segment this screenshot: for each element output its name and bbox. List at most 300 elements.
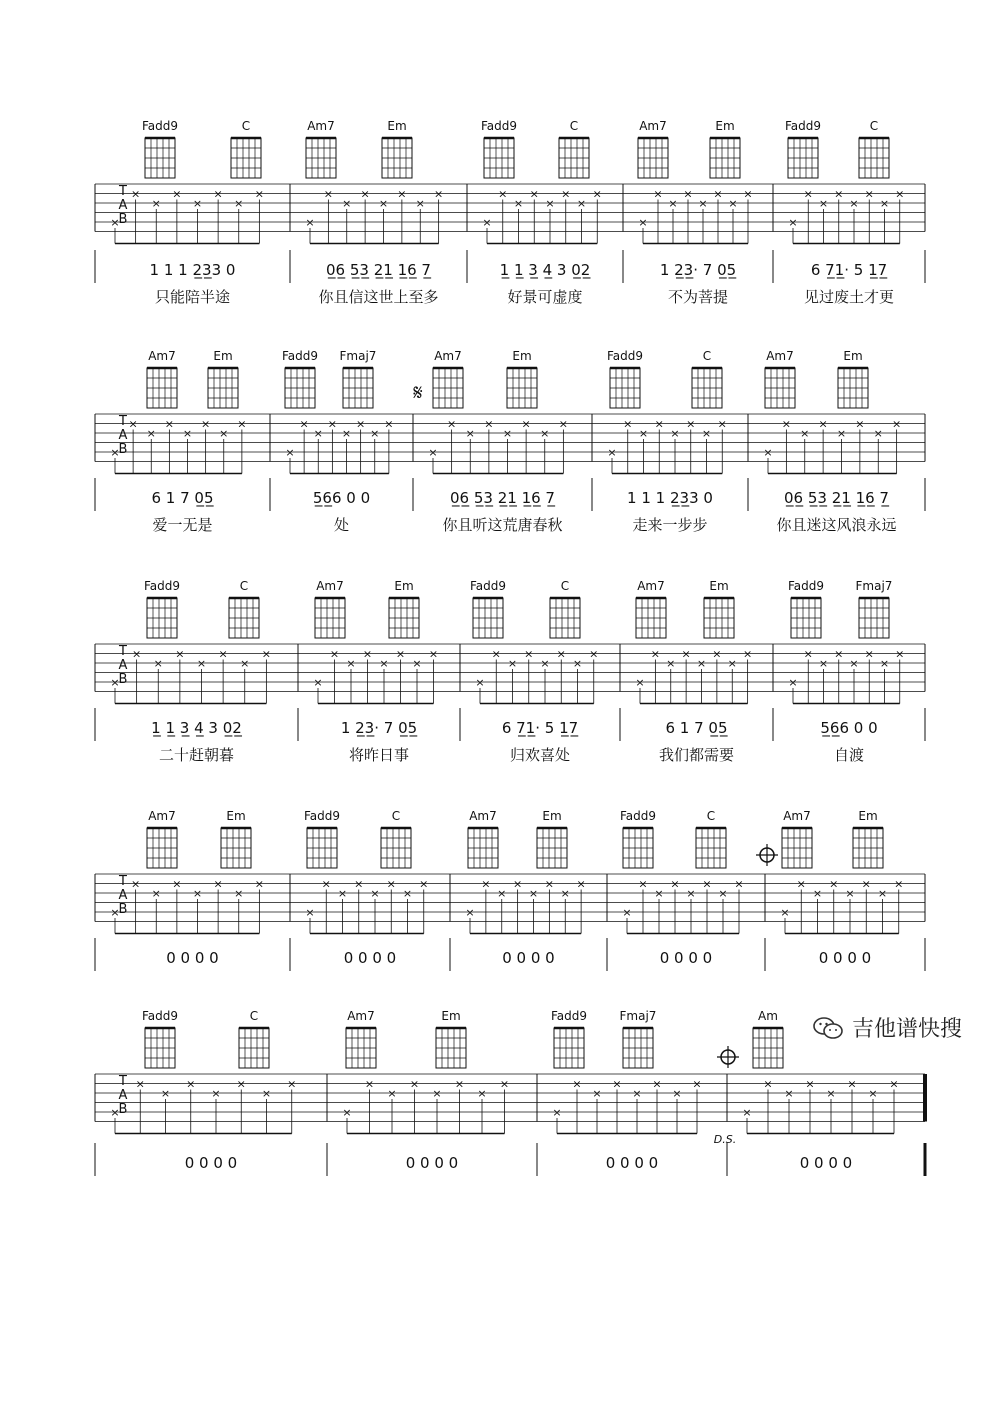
tab-mark: × bbox=[465, 906, 475, 919]
tab-mark: × bbox=[868, 1087, 878, 1100]
tab-mark: × bbox=[395, 647, 406, 661]
chord-diagram bbox=[636, 579, 666, 638]
tab-mark: × bbox=[540, 657, 550, 670]
tab-mark: × bbox=[475, 676, 485, 689]
tab-mark: × bbox=[397, 187, 407, 201]
lyric-line: 归欢喜处 bbox=[509, 746, 571, 764]
jianpu-measure: 6 1 7 0̲5̲ bbox=[151, 489, 214, 507]
tab-mark: × bbox=[849, 657, 859, 670]
tab-mark: × bbox=[402, 887, 413, 900]
tab-mark: × bbox=[544, 877, 554, 891]
tab-mark: × bbox=[805, 1077, 815, 1091]
tab-mark: × bbox=[237, 417, 247, 431]
lyric-line: 将昨日事 bbox=[348, 746, 410, 764]
jianpu-measure: 1 1 1 2̲3̲3 0 bbox=[627, 489, 713, 507]
tab-mark: × bbox=[432, 1087, 442, 1100]
chord-diagram bbox=[782, 809, 812, 868]
tab-mark: × bbox=[151, 887, 161, 900]
tab-mark: × bbox=[135, 1077, 145, 1091]
tab-letter: T bbox=[119, 184, 127, 199]
tab-mark: × bbox=[524, 647, 534, 661]
chord-name: Em bbox=[226, 809, 246, 823]
jianpu-measure: 6 7̲1̲· 5 1̲7̲ bbox=[501, 719, 579, 737]
tab-mark: × bbox=[796, 877, 806, 891]
chord-diagram bbox=[607, 349, 643, 408]
tab-mark: × bbox=[513, 877, 523, 891]
tab-mark: × bbox=[889, 1077, 899, 1091]
tab-mark: × bbox=[415, 197, 425, 210]
chord-diagram bbox=[144, 579, 180, 638]
tab-mark: × bbox=[873, 427, 883, 440]
chord-name: Fmaj7 bbox=[619, 1009, 657, 1023]
jianpu-measure: 1̲ 1̲ 3̲ 4̲ 3 0̲2̲ bbox=[499, 261, 591, 279]
tab-mark: × bbox=[164, 417, 174, 431]
chord-diagram bbox=[537, 809, 567, 868]
lyric-line: 好景可虚度 bbox=[507, 288, 583, 306]
tab-mark: × bbox=[192, 197, 203, 210]
tab-mark: × bbox=[829, 877, 839, 891]
chord-diagram bbox=[753, 1009, 783, 1068]
chord-name: Em bbox=[512, 349, 532, 363]
tab-mark: × bbox=[428, 647, 439, 661]
tab-mark: × bbox=[354, 877, 364, 891]
tab-mark: × bbox=[686, 417, 696, 431]
tab-mark: × bbox=[834, 647, 844, 661]
tab-mark: × bbox=[529, 187, 539, 201]
chord-diagram bbox=[481, 119, 517, 178]
chord-name: Em bbox=[843, 349, 863, 363]
lyric-line: 二十赶朝暮 bbox=[158, 746, 235, 764]
tab-mark: × bbox=[378, 197, 389, 210]
tab-mark: × bbox=[558, 417, 568, 431]
tab-letter: B bbox=[118, 902, 128, 917]
tab-mark: × bbox=[713, 187, 723, 201]
tab-mark: × bbox=[313, 676, 323, 689]
chord-name: Fadd9 bbox=[143, 579, 181, 593]
tab-mark: × bbox=[299, 417, 309, 431]
lyric-line: 你且迷这风浪永远 bbox=[776, 516, 897, 534]
tab-mark: × bbox=[803, 647, 813, 661]
tab-mark: × bbox=[329, 647, 340, 661]
chord-name: C bbox=[239, 579, 249, 593]
tab-mark: × bbox=[845, 887, 855, 900]
tab-mark: × bbox=[692, 1077, 702, 1091]
tab-mark: × bbox=[589, 647, 599, 661]
jianpu-measure: 0 0 0 0 bbox=[659, 949, 713, 967]
tab-mark: × bbox=[131, 877, 141, 891]
tab-mark: × bbox=[341, 427, 352, 440]
system-2 bbox=[95, 349, 925, 534]
tab-mark: × bbox=[384, 417, 394, 431]
tab-mark: × bbox=[419, 877, 429, 891]
chord-diagram bbox=[382, 119, 412, 178]
chord-name: C bbox=[249, 1009, 259, 1023]
tab-mark: × bbox=[654, 417, 664, 431]
tab-mark: × bbox=[172, 187, 182, 201]
chord-diagram bbox=[710, 119, 740, 178]
tab-mark: × bbox=[434, 187, 444, 201]
tab-mark: × bbox=[742, 1106, 752, 1119]
tab-mark: × bbox=[864, 187, 874, 201]
tab-mark: × bbox=[327, 417, 337, 431]
chord-diagram bbox=[838, 349, 868, 408]
chord-diagram bbox=[381, 809, 411, 868]
jianpu-measure: 0̲6̲ 5̲3̲ 2̲1̲ 1̲6̲ 7̲ bbox=[450, 489, 555, 507]
chord-diagram bbox=[638, 119, 668, 178]
chord-name: Em bbox=[213, 349, 233, 363]
tab-letter: B bbox=[118, 672, 128, 687]
tab-mark: × bbox=[261, 647, 271, 661]
tab-mark: × bbox=[728, 197, 738, 210]
chord-name: Fadd9 bbox=[784, 119, 822, 133]
tab-mark: × bbox=[788, 676, 798, 689]
tab-mark: × bbox=[834, 187, 844, 201]
chord-diagram bbox=[282, 349, 318, 408]
tab-mark: × bbox=[855, 417, 865, 431]
chord-name: Em bbox=[858, 809, 878, 823]
tab-mark: × bbox=[521, 417, 531, 431]
tab-mark: × bbox=[219, 427, 229, 440]
chord-name: Fadd9 bbox=[469, 579, 507, 593]
tab-mark: × bbox=[607, 446, 617, 459]
tab-mark: × bbox=[654, 887, 664, 900]
tab-mark: × bbox=[650, 647, 660, 661]
tab-mark: × bbox=[360, 187, 370, 201]
tab-mark: × bbox=[717, 417, 727, 431]
tab-mark: × bbox=[545, 197, 555, 210]
tab-mark: × bbox=[498, 187, 508, 201]
chord-diagram bbox=[147, 809, 177, 868]
tab-letter: T bbox=[119, 644, 127, 659]
tab-mark: × bbox=[409, 1077, 420, 1091]
chord-diagram bbox=[551, 1009, 587, 1068]
jianpu-measure: 0 0 0 0 bbox=[502, 949, 555, 967]
chord-diagram bbox=[550, 579, 580, 638]
tab-mark: × bbox=[894, 877, 904, 891]
tab-mark: × bbox=[836, 427, 847, 440]
chord-diagram bbox=[765, 349, 795, 408]
tab-mark: × bbox=[502, 427, 513, 440]
chord-name: Am bbox=[758, 1009, 778, 1023]
tab-mark: × bbox=[313, 427, 323, 440]
tab-mark: × bbox=[196, 657, 207, 670]
chord-diagram bbox=[507, 349, 537, 408]
tab-mark: × bbox=[670, 877, 680, 891]
chord-name: Fmaj7 bbox=[339, 349, 377, 363]
tab-mark: × bbox=[356, 417, 366, 431]
tab-mark: × bbox=[670, 427, 680, 440]
chord-diagram bbox=[788, 579, 824, 638]
chord-name: C bbox=[702, 349, 712, 363]
tab-mark: × bbox=[864, 647, 874, 661]
jianpu-measure: 1 2̲3̲· 7 0̲5̲ bbox=[340, 719, 418, 737]
chord-name: Fmaj7 bbox=[855, 579, 893, 593]
chord-diagram bbox=[315, 579, 345, 638]
chord-name: Fadd9 bbox=[303, 809, 341, 823]
tab-mark: × bbox=[686, 887, 696, 900]
chord-diagram bbox=[304, 809, 340, 868]
lyric-line: 自渡 bbox=[833, 746, 865, 764]
tab-mark: × bbox=[702, 877, 712, 891]
jianpu-measure: 0̲6̲ 5̲3̲ 2̲1̲ 1̲6̲ 7̲ bbox=[326, 261, 431, 279]
tab-mark: × bbox=[175, 647, 185, 661]
chord-diagram bbox=[229, 579, 259, 638]
tab-mark: × bbox=[892, 417, 902, 431]
chord-diagram bbox=[239, 1009, 269, 1068]
chord-name: Em bbox=[709, 579, 729, 593]
tab-mark: × bbox=[780, 906, 790, 919]
chord-name: Em bbox=[441, 1009, 461, 1023]
tab-mark: × bbox=[612, 1077, 622, 1091]
tab-mark: × bbox=[576, 197, 587, 210]
chord-name: Am7 bbox=[316, 579, 344, 593]
tab-mark: × bbox=[305, 216, 315, 229]
tab-mark: × bbox=[812, 887, 823, 900]
tab-mark: × bbox=[499, 1077, 510, 1091]
tab-mark: × bbox=[151, 197, 161, 210]
lyric-line: 见过废土才更 bbox=[803, 288, 895, 306]
chord-name: Am7 bbox=[148, 809, 176, 823]
tab-letter: T bbox=[119, 874, 127, 889]
tab-mark: × bbox=[236, 1077, 246, 1091]
chord-diagram bbox=[559, 119, 589, 178]
tab-mark: × bbox=[323, 187, 333, 201]
tab-letter: B bbox=[118, 212, 128, 227]
jianpu-measure: 0 0 0 0 bbox=[818, 949, 872, 967]
jianpu-measure: 0̲6̲ 5̲3̲ 2̲1̲ 1̲6̲ 7̲ bbox=[784, 489, 889, 507]
chord-diagram bbox=[696, 809, 726, 868]
chord-diagram bbox=[692, 349, 722, 408]
tab-mark: × bbox=[861, 877, 871, 891]
chord-diagram bbox=[468, 809, 498, 868]
tab-mark: × bbox=[763, 446, 773, 459]
chord-diagram bbox=[340, 349, 377, 408]
tab-mark: × bbox=[160, 1087, 171, 1100]
jianpu-measure: 5̲6̲6 0 0 bbox=[820, 719, 878, 737]
chord-name: Fadd9 bbox=[619, 809, 657, 823]
tab-mark: × bbox=[803, 187, 813, 201]
chord-name: Fadd9 bbox=[480, 119, 518, 133]
chord-name: Am7 bbox=[766, 349, 794, 363]
wechat-icon bbox=[812, 1015, 844, 1041]
tab-mark: × bbox=[201, 417, 211, 431]
chord-name: C bbox=[869, 119, 879, 133]
chord-name: C bbox=[391, 809, 401, 823]
tab-mark: × bbox=[668, 197, 678, 210]
tab-mark: × bbox=[484, 417, 494, 431]
tab-mark: × bbox=[698, 197, 708, 210]
tab-mark: × bbox=[186, 1077, 196, 1091]
tab-mark: × bbox=[528, 887, 539, 900]
tab-mark: × bbox=[877, 887, 888, 900]
jianpu-measure: 1̲ 1̲ 3̲ 4̲ 3 0̲2̲ bbox=[151, 719, 242, 737]
chord-diagram bbox=[221, 809, 251, 868]
tab-letter: T bbox=[119, 1074, 127, 1089]
chord-diagram bbox=[620, 809, 656, 868]
tab-mark: × bbox=[482, 216, 492, 229]
tab-mark: × bbox=[153, 657, 163, 670]
tab-mark: × bbox=[386, 877, 396, 891]
jianpu-measure: 6 1 7 0̲5̲ bbox=[665, 719, 728, 737]
tab-mark: × bbox=[337, 887, 348, 900]
tab-mark: × bbox=[481, 877, 491, 891]
chord-diagram bbox=[208, 349, 238, 408]
tab-mark: × bbox=[666, 657, 676, 670]
tab-mark: × bbox=[370, 427, 380, 440]
tab-mark: × bbox=[638, 427, 649, 440]
chord-name: C bbox=[241, 119, 251, 133]
chord-name: Em bbox=[542, 809, 562, 823]
jianpu-measure: 1 2̲3̲· 7 0̲5̲ bbox=[659, 261, 737, 279]
tab-mark: × bbox=[131, 187, 141, 201]
chord-name: Am7 bbox=[639, 119, 667, 133]
lyric-line: 你且听这荒唐春秋 bbox=[442, 516, 563, 534]
tab-mark: × bbox=[632, 1087, 642, 1100]
watermark-text: 吉他谱快搜 bbox=[852, 1017, 963, 1042]
chord-name: C bbox=[569, 119, 579, 133]
jianpu-measure: 0 0 0 0 bbox=[343, 949, 397, 967]
tab-mark: × bbox=[818, 417, 828, 431]
jianpu-measure: 0 0 0 0 bbox=[405, 1154, 459, 1172]
chord-diagram bbox=[853, 809, 883, 868]
tab-mark: × bbox=[592, 1087, 602, 1100]
lyric-line: 走来一步步 bbox=[632, 516, 708, 534]
chord-diagram bbox=[142, 119, 178, 178]
tab-mark: × bbox=[287, 1077, 297, 1091]
tab-mark: × bbox=[849, 197, 859, 210]
tab-mark: × bbox=[182, 427, 193, 440]
tab-mark: × bbox=[788, 216, 798, 229]
tab-mark: × bbox=[254, 187, 264, 201]
tab-mark: × bbox=[428, 446, 438, 459]
tab-mark: × bbox=[346, 657, 356, 670]
tab-mark: × bbox=[895, 187, 905, 201]
system-4 bbox=[95, 809, 925, 971]
chord-diagram bbox=[704, 579, 734, 638]
chord-name: Em bbox=[387, 119, 407, 133]
jianpu-measure: 0 0 0 0 bbox=[605, 1154, 659, 1172]
tab-mark: × bbox=[132, 647, 142, 661]
tab-mark: × bbox=[784, 1087, 794, 1100]
tab-letter: A bbox=[118, 1088, 128, 1103]
jianpu-measure: 6 7̲1̲· 5 1̲7̲ bbox=[810, 261, 888, 279]
tab-mark: × bbox=[364, 1077, 375, 1091]
tab-mark: × bbox=[635, 676, 645, 689]
tab-letter: A bbox=[118, 658, 128, 673]
tab-mark: × bbox=[491, 647, 501, 661]
tab-mark: × bbox=[638, 216, 648, 229]
tab-mark: × bbox=[572, 657, 583, 670]
chord-name: Am7 bbox=[637, 579, 665, 593]
tab-mark: × bbox=[240, 657, 250, 670]
tab-mark: × bbox=[672, 1087, 682, 1100]
tab-mark: × bbox=[718, 887, 728, 900]
tab-mark: × bbox=[477, 1087, 487, 1100]
tab-mark: × bbox=[683, 187, 693, 201]
tab-mark: × bbox=[560, 887, 570, 900]
jianpu-measure: 0 0 0 0 bbox=[166, 949, 219, 967]
tab-mark: × bbox=[211, 1087, 221, 1100]
chord-diagram bbox=[433, 349, 463, 408]
chord-name: Am7 bbox=[148, 349, 176, 363]
chord-diagram bbox=[785, 119, 821, 178]
tab-mark: × bbox=[234, 197, 244, 210]
tab-mark: × bbox=[653, 187, 663, 201]
tab-mark: × bbox=[285, 446, 295, 459]
tab-letter: A bbox=[118, 428, 128, 443]
tab-mark: × bbox=[213, 187, 223, 201]
chord-diagram bbox=[620, 1009, 657, 1068]
jianpu-measure: 1 1 1 2̲3̲3 0 bbox=[149, 261, 236, 279]
tab-mark: × bbox=[879, 197, 890, 210]
chord-name: Fadd9 bbox=[787, 579, 825, 593]
tab-mark: × bbox=[218, 647, 228, 661]
tab-mark: × bbox=[465, 427, 475, 440]
tab-mark: × bbox=[800, 427, 810, 440]
lyric-line: 处 bbox=[333, 516, 350, 534]
chord-name: Fadd9 bbox=[141, 119, 179, 133]
tab-mark: × bbox=[261, 1087, 272, 1100]
segno-icon: 𝄋 bbox=[413, 380, 423, 405]
tab-mark: × bbox=[412, 657, 422, 670]
lyric-line: 我们都需要 bbox=[658, 746, 735, 764]
tab-mark: × bbox=[110, 1106, 120, 1119]
tab-mark: × bbox=[110, 676, 120, 689]
tab-mark: × bbox=[781, 417, 791, 431]
chord-name: C bbox=[706, 809, 716, 823]
tab-letter: A bbox=[118, 198, 128, 213]
chord-diagram bbox=[147, 349, 177, 408]
system-5 bbox=[95, 1009, 925, 1176]
watermark bbox=[812, 1012, 962, 1043]
tab-mark: × bbox=[701, 427, 712, 440]
tab-mark: × bbox=[305, 906, 315, 919]
chord-diagram bbox=[142, 1009, 178, 1068]
chord-name: C bbox=[560, 579, 570, 593]
jianpu-measure: 5̲6̲6 0 0 bbox=[312, 489, 371, 507]
tab-mark: × bbox=[734, 877, 744, 891]
tab-mark: × bbox=[638, 877, 648, 891]
tab-mark: × bbox=[763, 1077, 773, 1091]
tab-mark: × bbox=[895, 647, 905, 661]
tab-mark: × bbox=[497, 887, 507, 900]
chord-name: Fadd9 bbox=[281, 349, 319, 363]
tab-mark: × bbox=[387, 1087, 397, 1100]
lyric-line: 只能陪半途 bbox=[154, 288, 231, 306]
tab-mark: × bbox=[743, 187, 753, 201]
jianpu-measure: 0 0 0 0 bbox=[799, 1154, 853, 1172]
tab-letter: A bbox=[118, 888, 128, 903]
tab-mark: × bbox=[234, 887, 244, 900]
chord-diagram bbox=[856, 579, 893, 638]
tab-mark: × bbox=[556, 647, 566, 661]
jianpu-measure: 0 0 0 0 bbox=[184, 1154, 238, 1172]
chord-name: Am7 bbox=[469, 809, 497, 823]
tab-mark: × bbox=[362, 647, 373, 661]
tab-mark: × bbox=[213, 877, 223, 891]
tab-mark: × bbox=[507, 657, 518, 670]
tab-mark: × bbox=[110, 906, 120, 919]
chord-name: Am7 bbox=[783, 809, 811, 823]
tab-mark: × bbox=[743, 647, 753, 661]
tab-mark: × bbox=[623, 417, 633, 431]
tab-mark: × bbox=[818, 657, 829, 670]
chord-diagram bbox=[306, 119, 336, 178]
tab-mark: × bbox=[447, 417, 457, 431]
tab-mark: × bbox=[513, 197, 524, 210]
chord-diagram bbox=[859, 119, 889, 178]
tab-mark: × bbox=[146, 427, 156, 440]
